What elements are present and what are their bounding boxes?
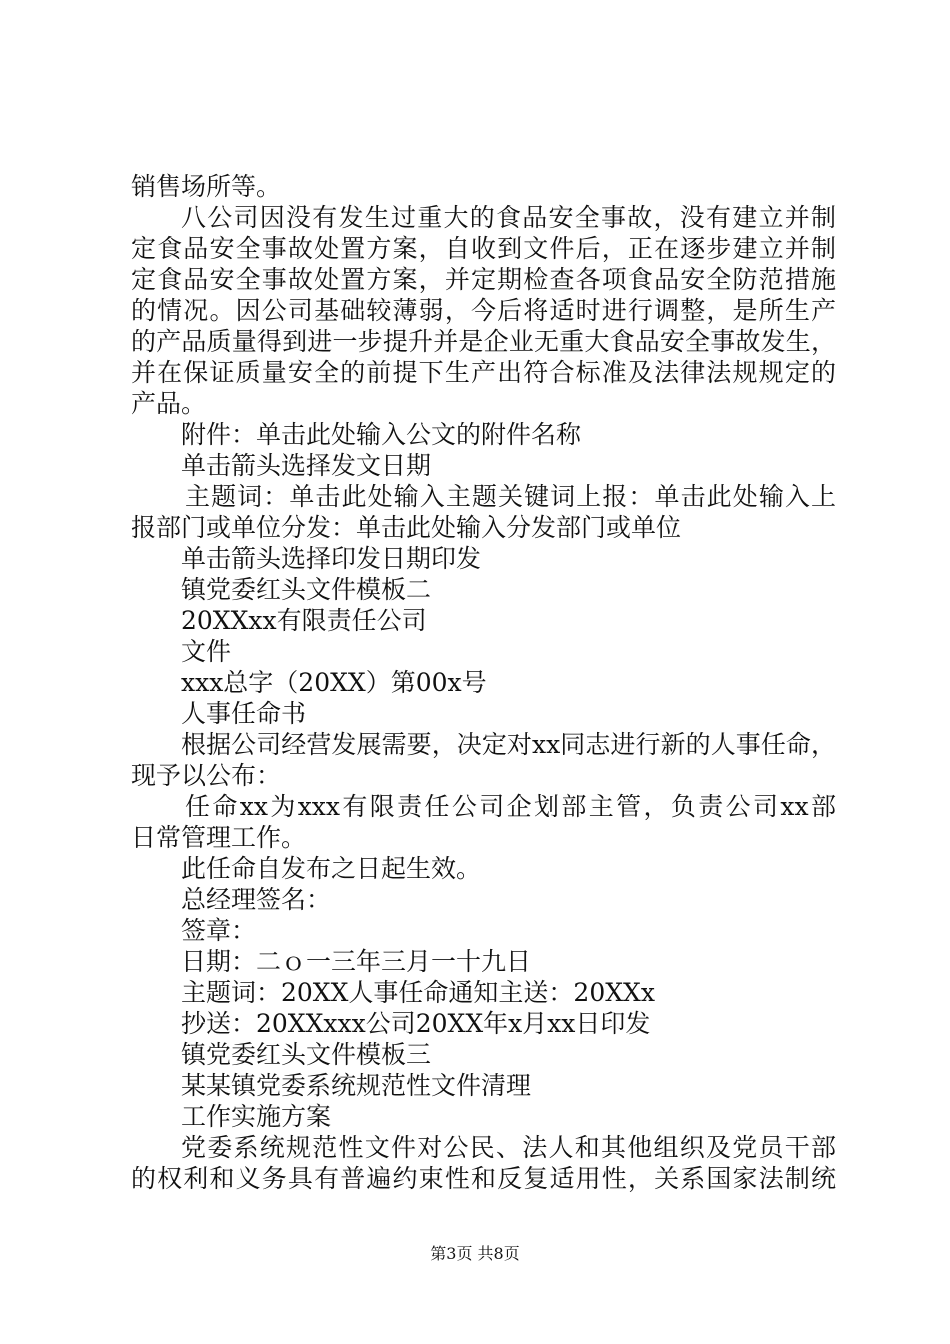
text-line: 销售场所等。 — [131, 172, 282, 201]
company-name: 20XXxx有限责任公司 — [181, 606, 427, 635]
attachment-line: 附件：单击此处输入公文的附件名称 — [181, 420, 582, 449]
keywords-line: 主题词：20XX人事任命通知主送：20XXx — [181, 978, 655, 1007]
template-heading: 镇党委红头文件模板三 — [181, 1040, 432, 1069]
signature-line: 总经理签名： — [181, 885, 332, 914]
text-line: 报部门或单位分发：单击此处输入分发部门或单位 — [131, 513, 682, 542]
text-line: 八公司因没有发生过重大的食品安全事故，没有建立并制 — [181, 203, 836, 232]
date-line: 日期：二ｏ一三年三月一十九日 — [181, 947, 532, 976]
text-line: 定食品安全事故处置方案，自收到文件后，正在逐步建立并制 — [131, 234, 836, 263]
appointment-title: 人事任命书 — [181, 699, 307, 728]
document-body — [131, 171, 836, 1194]
text-line: 的产品质量得到进一步提升并是企业无重大食品安全事故发生， — [131, 327, 836, 356]
section-heading: 某某镇党委系统规范性文件清理 — [181, 1071, 532, 1100]
text-line: 根据公司经营发展需要，决定对xx同志进行新的人事任命， — [181, 730, 836, 759]
text-line: 日常管理工作。 — [131, 823, 307, 852]
text-line: 的情况。因公司基础较薄弱，今后将适时进行调整，是所生产 — [131, 296, 836, 325]
text-line: 产品。 — [131, 389, 207, 418]
template-heading: 镇党委红头文件模板二 — [181, 575, 432, 604]
text-line: 此任命自发布之日起生效。 — [181, 854, 482, 883]
cc-line: 抄送：20XXxxx公司20XX年x月xx日印发 — [181, 1009, 651, 1038]
document-number: xxx总字（20XX）第00x号 — [181, 668, 487, 697]
print-date-placeholder: 单击箭头选择印发日期印发 — [181, 544, 482, 573]
text-line: 并在保证质量安全的前提下生产出符合标准及法律法规规定的 — [131, 358, 836, 387]
text-line: 党委系统规范性文件对公民、法人和其他组织及党员干部 — [181, 1133, 836, 1162]
issue-date-placeholder: 单击箭头选择发文日期 — [181, 451, 432, 480]
text-line: 任命xx为xxx有限责任公司企划部主管，负责公司xx部 — [185, 792, 836, 821]
seal-line: 签章： — [181, 916, 257, 945]
document-label: 文件 — [181, 637, 232, 666]
text-line: 定食品安全事故处置方案，并定期检查各项食品安全防范措施 — [131, 265, 836, 294]
section-heading: 工作实施方案 — [181, 1102, 332, 1131]
keywords-line: 主题词：单击此处输入主题关键词上报：单击此处输入上 — [185, 482, 836, 511]
text-line: 现予以公布： — [131, 761, 282, 790]
page-number-footer: 第3页 共8页 — [430, 1244, 520, 1263]
text-line: 的权利和义务具有普遍约束性和反复适用性，关系国家法制统 — [131, 1164, 836, 1193]
